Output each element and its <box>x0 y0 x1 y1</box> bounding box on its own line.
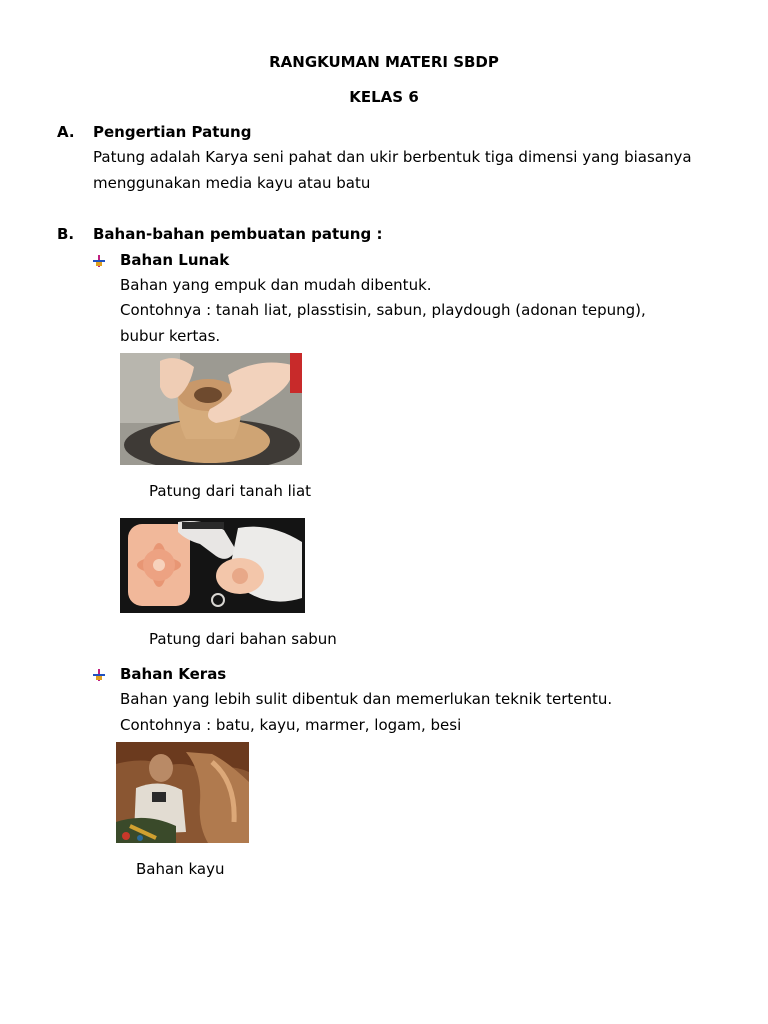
hard-material-examples: Contohnya : batu, kayu, marmer, logam, besi <box>120 716 462 734</box>
wood-carving-photo <box>116 742 249 843</box>
soft-material-heading: Bahan Lunak <box>120 251 230 269</box>
section-b-marker: B. <box>57 225 75 243</box>
clay-pottery-photo <box>120 353 302 465</box>
soft-material-examples-line1: Contohnya : tanah liat, plasstisin, sabun, playdough (adonan tepung), <box>120 301 646 319</box>
section-a-text-line1: Patung adalah Karya seni pahat dan ukir berbentuk tiga dimensi yang biasanya <box>93 148 692 166</box>
soap-caption: Patung dari bahan sabun <box>149 630 337 648</box>
document-title: RANGKUMAN MATERI SBDP <box>269 53 499 71</box>
bullet-icon <box>93 255 105 267</box>
clay-caption: Patung dari tanah liat <box>149 482 312 500</box>
hard-material-desc: Bahan yang lebih sulit dibentuk dan memerlukan teknik tertentu. <box>120 690 613 708</box>
hard-material-heading: Bahan Keras <box>120 665 227 683</box>
soap-carving-photo <box>120 518 305 613</box>
section-b-heading: Bahan-bahan pembuatan patung : <box>93 225 383 243</box>
section-a-heading: Pengertian Patung <box>93 123 252 141</box>
document-subtitle: KELAS 6 <box>349 88 419 106</box>
wood-caption: Bahan kayu <box>136 860 225 878</box>
soft-material-examples-line2: bubur kertas. <box>120 327 221 345</box>
bullet-icon <box>93 669 105 681</box>
soft-material-desc: Bahan yang empuk dan mudah dibentuk. <box>120 276 432 294</box>
section-a-marker: A. <box>57 123 75 141</box>
section-a-text-line2: menggunakan media kayu atau batu <box>93 174 371 192</box>
